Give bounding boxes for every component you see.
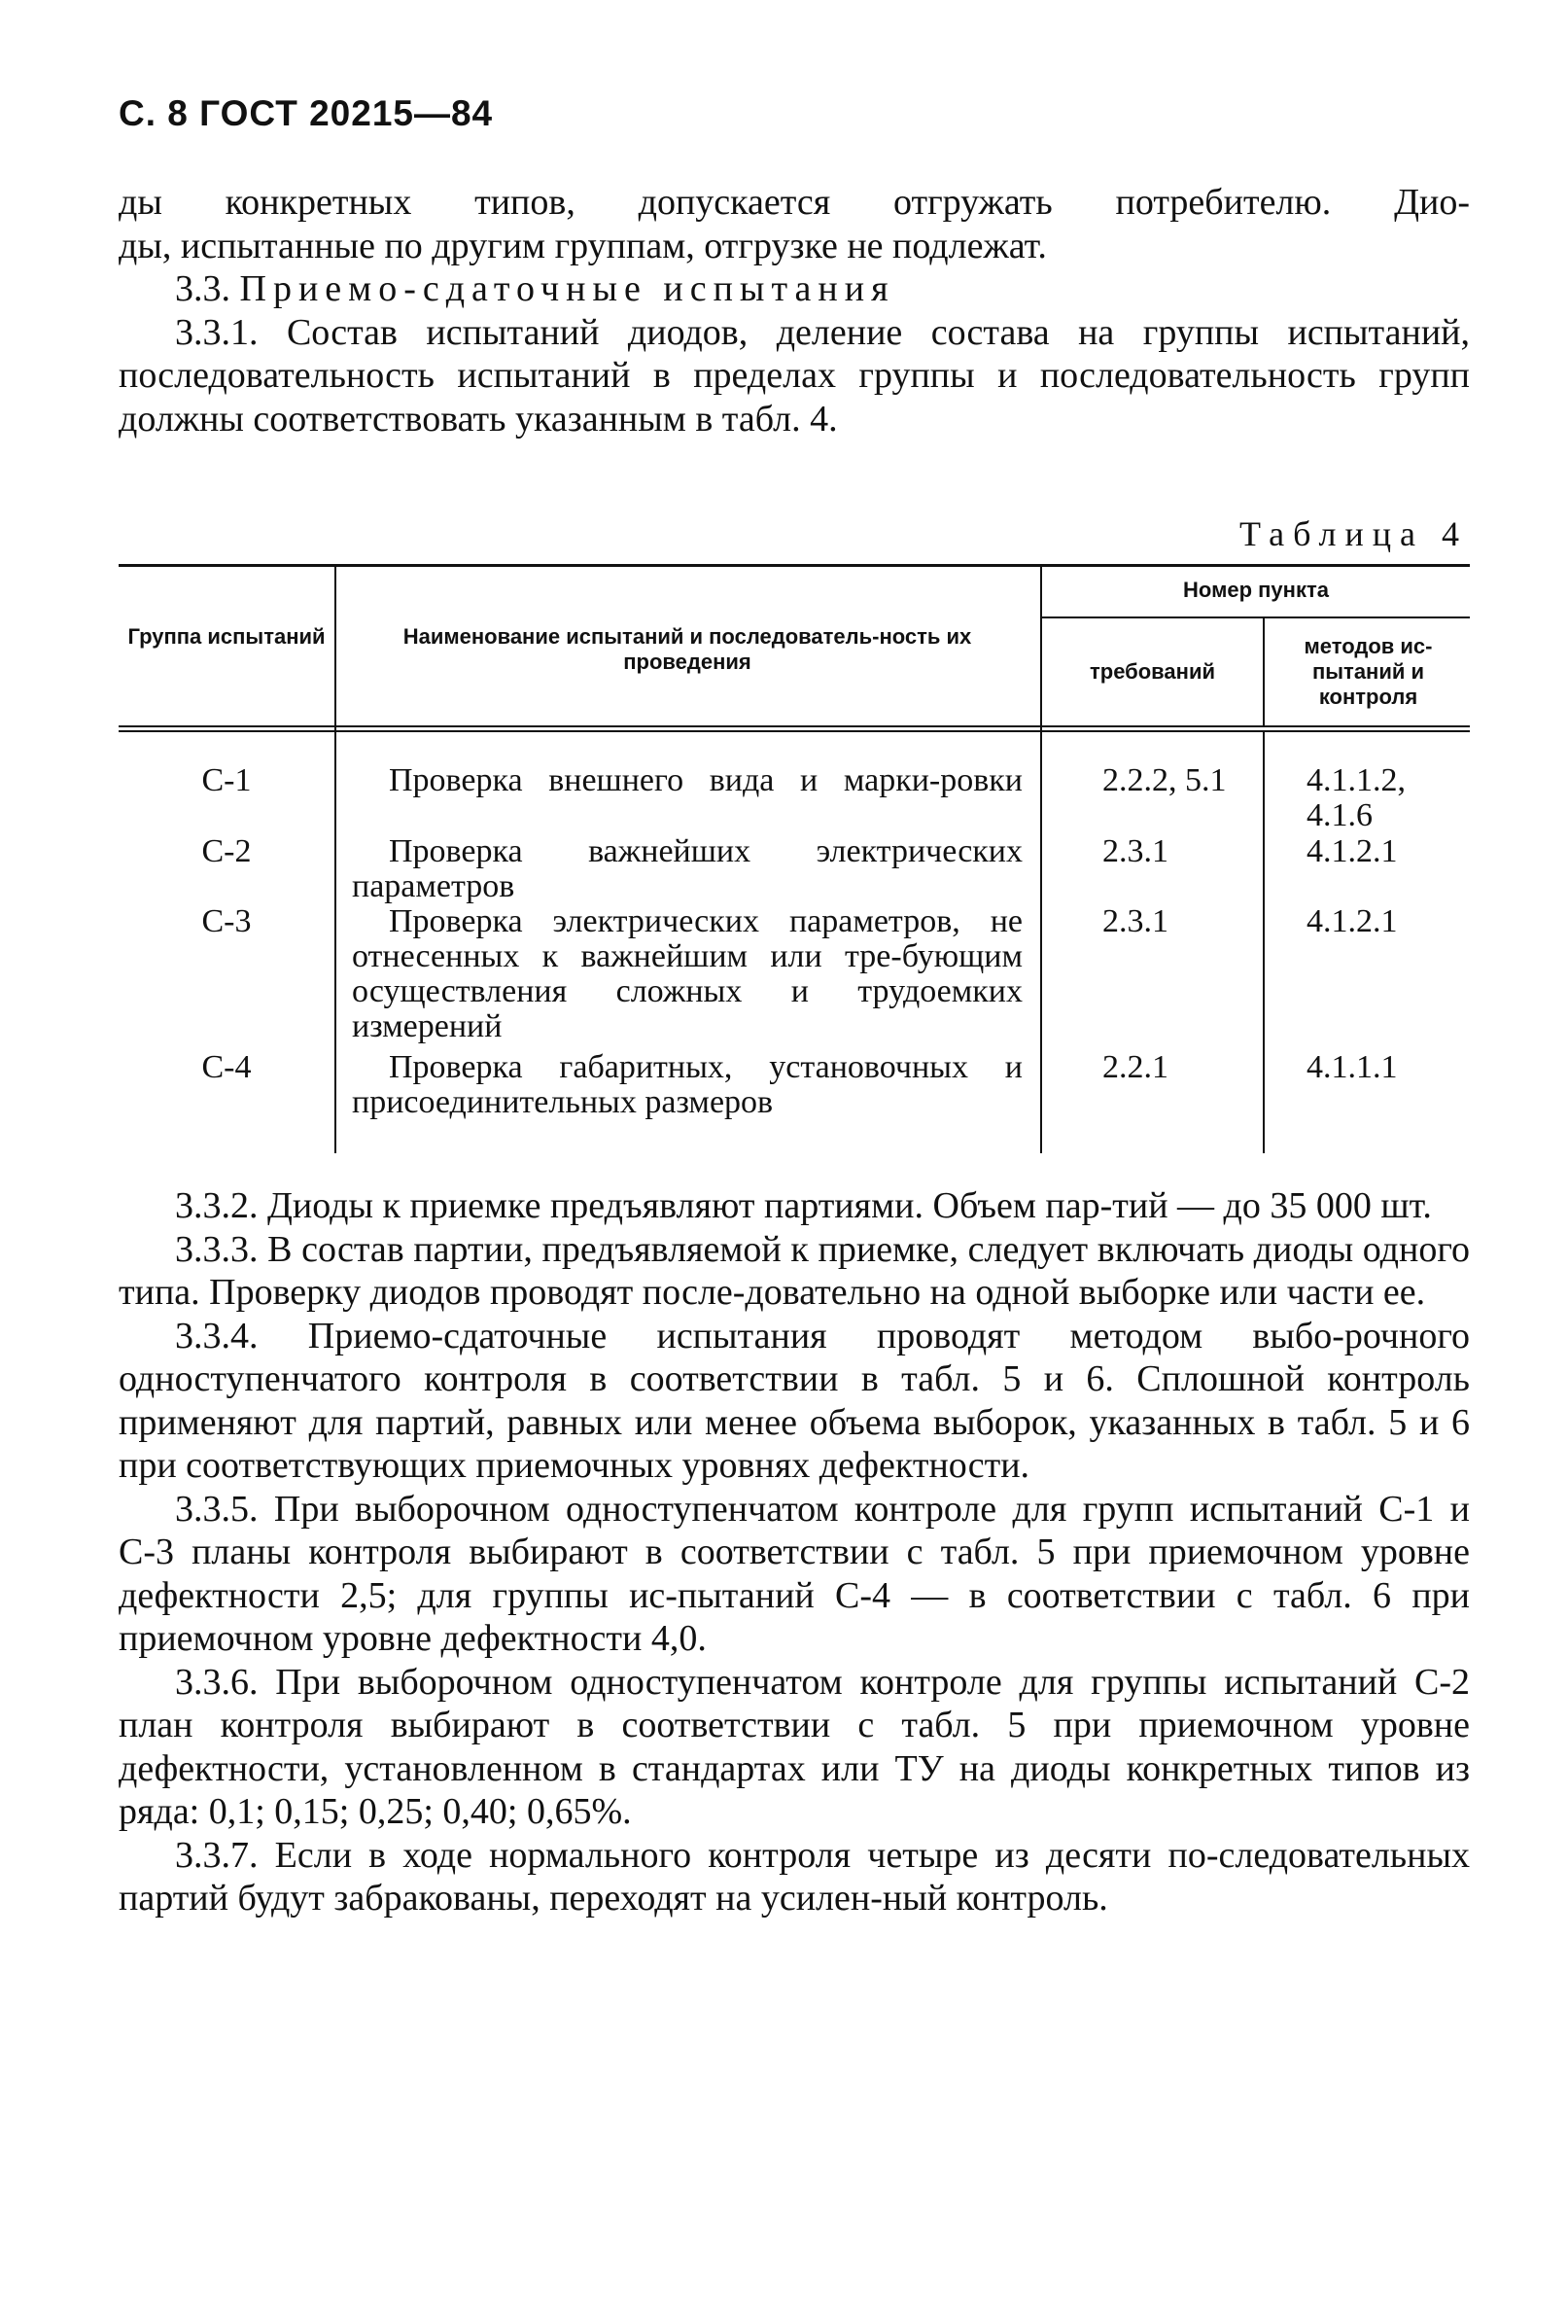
row-c4-methods: 4.1.1.1: [1307, 1049, 1398, 1085]
paragraph-3-3-5: 3.3.5. При выборочном одноступенчатом контроле для групп испытаний С-1 и С-3 планы контроля выбирают в соответствии с табл. 5 при приемочном уровне дефектности 2,5; для группы ис-пытаний С-4 — в соответствии с табл. 6 при приемочном уровне дефектности 4,0.: [119, 1488, 1470, 1659]
paragraph-3-3-4: 3.3.4. Приемо-сдаточные испытания проводят методом выбо-рочного одноступенчатого контроля в соответствии в табл. 5 и 6. Сплошной контроль применяют для партий, равных или менее объема выборок, указанных в табл. 5 и 6 при соответствующих приемочных уровнях дефектности.: [119, 1315, 1470, 1486]
paragraph-3-3-7: 3.3.7. Если в ходе нормального контроля четыре из десяти по-следовательных партий будут забракованы, переходят на усилен-ный контроль.: [119, 1834, 1470, 1919]
section-heading: [119, 267, 1470, 311]
table-top-rule: [119, 564, 1470, 567]
body-text: [119, 1184, 1470, 1920]
row-c3-name: Проверка электрических параметров, не отнесенных к важнейшим или тре-бующим осуществления сложных и трудоемких измерений: [352, 903, 1023, 1044]
column-divider-2: [1040, 564, 1042, 1153]
section-number: 3.3.: [175, 268, 230, 309]
row-c1-methods: 4.1.1.2, 4.1.6: [1307, 762, 1406, 833]
header-requirements: требований: [1090, 659, 1215, 684]
column-divider-1: [334, 564, 336, 1153]
row-c1-group: С-1: [201, 762, 252, 798]
paragraph-3-3-1: 3.3.1. Состав испытаний диодов, деление состава на группы испытаний, последовательность испытаний в пределах группы и последовательность групп должны соответствовать указанным в табл. 4.: [119, 311, 1470, 440]
row-c2-req: 2.3.1: [1102, 833, 1168, 869]
row-c4-group: С-4: [201, 1049, 252, 1085]
header-rule-1: [119, 725, 1470, 727]
row-c2-methods: 4.1.2.1: [1307, 833, 1398, 869]
table-caption: Таблица 4: [1239, 514, 1468, 553]
header-rule-2: [119, 730, 1470, 732]
row-c2-name: Проверка важнейших электрических параметров: [352, 833, 1023, 904]
paragraph-3-3-6: 3.3.6. При выборочном одноступенчатом контроле для группы испытаний С-2 план контроля выбирают в соответствии с табл. 5 при приемочном уровне дефектности, установленном в стандартах или ТУ на диоды конкретных типов из ряда: 0,1; 0,15; 0,25; 0,40; 0,65%.: [119, 1661, 1470, 1832]
page-header: С. 8 ГОСТ 20215—84: [119, 93, 494, 133]
row-c3-group: С-3: [201, 903, 252, 939]
header-subdivider: [1040, 616, 1470, 618]
header-methods: методов ис-пытаний и контроля: [1304, 634, 1433, 709]
column-divider-3-header: [1263, 618, 1265, 725]
row-c4-name: Проверка габаритных, установочных и присоединительных размеров: [352, 1049, 1023, 1120]
paragraph-3-3-2: 3.3.2. Диоды к приемке предъявляют партиями. Объем пар-тий — до 35 000 шт.: [175, 1185, 1432, 1226]
intro-line-1: ды конкретных типов, допускается отгружать потребителю. Дио-: [119, 182, 1470, 223]
header-group: Группа испытаний: [127, 624, 326, 649]
header-item-number: Номер пункта: [1183, 578, 1329, 602]
row-c3-req: 2.3.1: [1102, 903, 1168, 939]
row-c4-req: 2.2.1: [1102, 1049, 1168, 1085]
paragraph-3-3-3: 3.3.3. В состав партии, предъявляемой к приемке, следует включать диоды одного типа. Проверку диодов проводят после-довательно на одной выборке или части ее.: [119, 1228, 1470, 1313]
row-c2-group: С-2: [201, 833, 252, 869]
row-c3-methods: 4.1.2.1: [1307, 903, 1398, 939]
column-divider-3-body: [1263, 732, 1265, 1153]
section-title: Приемо-сдаточные испытания: [239, 268, 895, 309]
intro-line-2: ды, испытанные по другим группам, отгрузке не подлежат.: [119, 225, 1047, 266]
row-c1-name: Проверка внешнего вида и марки-ровки: [389, 762, 1023, 798]
header-test-name: Наименование испытаний и последователь-ность их проведения: [402, 624, 972, 674]
row-c1-req: 2.2.2, 5.1: [1102, 762, 1227, 798]
table-4: [119, 564, 1470, 1157]
intro-text: [119, 181, 1470, 440]
